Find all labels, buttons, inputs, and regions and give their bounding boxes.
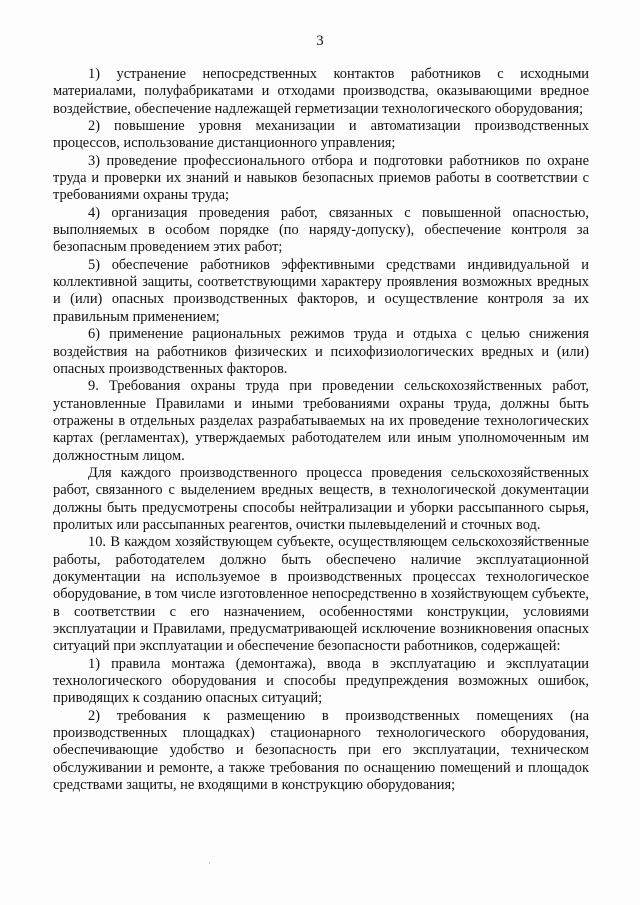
paragraph-item-5: 5) обеспечение работников эффективными средствами индивидуальной и коллективной защиты, соответствующими характеру проявления возможных вредных и (или) опасных производственных факторов, и осуществление контроля за их правильным применением; (53, 256, 589, 325)
paragraph-item-3: 3) проведение профессионального отбора и подготовки работников по охране труда и проверки их знаний и навыков безопасных приемов работы в соответствии с требованиями охраны труда; (53, 152, 589, 204)
document-body (53, 66, 589, 794)
paragraph-item-2: 2) повышение уровня механизации и автоматизации производственных процессов, использование дистанционного управления; (53, 118, 589, 152)
paragraph-section-10: 10. В каждом хозяйствующем субъекте, осуществляющем сельскохозяйственные работы, работодателем должно быть обеспечено наличие эксплуатационной документации на используемое в производственных процессах технологическое оборудование, в том числе изготовленное непосредственно в хозяйствующем субъекте, в соответствии с его назначением, особенностями конструкции, условиями эксплуатации и Правилами, предусматривающей исключение возникновения опасных ситуаций при эксплуатации и обеспечение безопасности работников, содержащей: (53, 534, 589, 655)
page-number: 3 (316, 33, 324, 49)
paragraph-section-9: 9. Требования охраны труда при проведении сельскохозяйственных работ, установленные Правилами и иными требованиями охраны труда, должны быть отражены в отдельных разделах разрабатываемых на их проведение технологических картах (регламентах), утверждаемых работодателем или иным уполномоченным им должностным лицом. (53, 378, 589, 464)
paragraph-item-4: 4) организация проведения работ, связанных с повышенной опасностью, выполняемых в особом порядке (по наряду-допуску), обеспечение контроля за безопасным проведением этих работ; (53, 204, 589, 256)
paragraph-item-1: 1) устранение непосредственных контактов работников с исходными материалами, полуфабрикатами и отходами производства, оказывающими вредное воздействие, обеспечение надлежащей герметизации технологического оборудования; (53, 66, 589, 117)
scan-speck: · (208, 858, 211, 868)
paragraph-sub-item-2: 2) требования к размещению в производственных помещениях (на производственных площадках) стационарного технологического оборудования, обеспечивающие удобство и безопасность при его эксплуатации, техническом обслуживании и ремонте, а также требования по оснащению помещений и площадок средствами защиты, не входящими в конструкцию оборудования; (53, 707, 589, 794)
paragraph-item-6: 6) применение рациональных режимов труда и отдыха с целью снижения воздействия на работников физических и психофизиологических вредных и (или) опасных производственных факторов. (53, 326, 589, 377)
paragraph-sub-item-1: 1) правила монтажа (демонтажа), ввода в эксплуатацию и эксплуатации технологического оборудования и способы предупреждения возможных ошибок, приводящих к созданию опасных ситуаций; (53, 655, 589, 707)
paragraph-process-docs: Для каждого производственного процесса проведения сельскохозяйственных работ, связанного с выделением вредных веществ, в технологической документации должны быть предусмотрены способы нейтрализации и уборки рассыпанного сырья, пролитых или рассыпанных реагентов, очистки пылевыделений и сточных вод. (53, 464, 589, 533)
